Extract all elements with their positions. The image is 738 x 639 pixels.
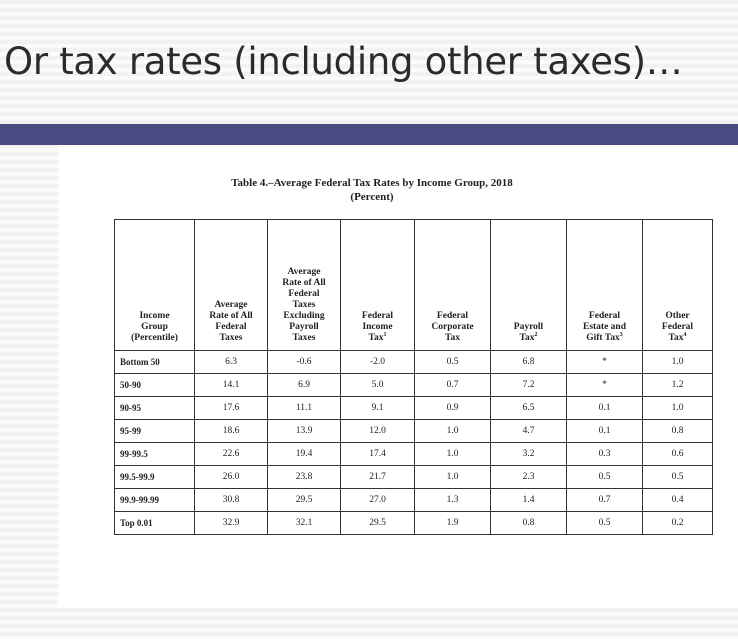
rate-cell: 13.9 — [268, 420, 341, 443]
column-header-line: Tax — [445, 333, 460, 343]
footnote-marker: 3 — [619, 331, 623, 338]
rate-cell: 0.1 — [567, 397, 643, 420]
footnote-marker: 2 — [534, 331, 538, 338]
rate-cell: 0.7 — [415, 374, 491, 397]
rate-cell: 0.5 — [567, 466, 643, 489]
column-header-line: Taxes — [292, 300, 316, 310]
rate-cell: 0.8 — [491, 512, 567, 535]
column-header-line: Estate and — [582, 322, 627, 332]
rate-cell: 0.2 — [643, 512, 713, 535]
column-header-line: Group — [141, 322, 168, 332]
rate-cell: 29.5 — [268, 489, 341, 512]
rate-cell: 3.2 — [491, 443, 567, 466]
column-header-line: Average — [214, 300, 248, 310]
column-header — [268, 220, 341, 351]
rate-cell: 12.0 — [341, 420, 415, 443]
column-header-line: Income — [362, 322, 393, 332]
rate-cell: 0.5 — [643, 466, 713, 489]
table-caption — [111, 176, 633, 204]
rate-cell: 26.0 — [195, 466, 268, 489]
income-group-cell: 95-99 — [115, 420, 195, 443]
rate-cell: 4.7 — [491, 420, 567, 443]
column-header-line: Rate of All — [282, 278, 326, 288]
income-group-cell: 99.9-99.99 — [115, 489, 195, 512]
column-header-line: Taxes — [219, 333, 243, 343]
rate-cell: 0.8 — [643, 420, 713, 443]
rate-cell: -0.6 — [268, 351, 341, 374]
rate-cell: 1.0 — [415, 466, 491, 489]
rate-cell: 0.7 — [567, 489, 643, 512]
rate-cell: 27.0 — [341, 489, 415, 512]
column-header — [491, 220, 567, 351]
rate-cell: 0.5 — [567, 512, 643, 535]
rate-cell: 23.8 — [268, 466, 341, 489]
column-header-line: Federal — [661, 322, 694, 332]
rate-cell: 1.0 — [415, 443, 491, 466]
table-row — [115, 351, 713, 374]
table-row — [115, 374, 713, 397]
rate-cell: 1.9 — [415, 512, 491, 535]
rate-cell: 14.1 — [195, 374, 268, 397]
rate-cell: 6.8 — [491, 351, 567, 374]
rate-cell: 0.9 — [415, 397, 491, 420]
rate-cell: 32.9 — [195, 512, 268, 535]
rate-cell: 11.1 — [268, 397, 341, 420]
rate-cell: 19.4 — [268, 443, 341, 466]
column-header — [341, 220, 415, 351]
column-header — [643, 220, 713, 351]
header-row — [115, 220, 713, 351]
accent-band — [0, 124, 738, 145]
table-row — [115, 443, 713, 466]
rate-cell: * — [567, 374, 643, 397]
column-header-line: Federal — [436, 311, 469, 321]
income-group-cell: Top 0.01 — [115, 512, 195, 535]
rate-cell: -2.0 — [341, 351, 415, 374]
column-header-line: Payroll — [289, 322, 319, 332]
income-group-cell: 50-90 — [115, 374, 195, 397]
table-row — [115, 489, 713, 512]
column-header-line: Tax$^2$ — [519, 331, 538, 343]
rate-cell: 32.1 — [268, 512, 341, 535]
column-header-line: Tax$^1$ — [368, 331, 387, 343]
rate-cell: 0.4 — [643, 489, 713, 512]
rate-cell: 17.6 — [195, 397, 268, 420]
column-header-line: Federal — [215, 322, 247, 332]
tax-rates-table — [114, 219, 713, 535]
column-header-line: Gift Tax$^3$ — [586, 331, 623, 343]
rate-cell: 1.0 — [643, 351, 713, 374]
column-header-line: Average — [287, 267, 321, 277]
table-row — [115, 397, 713, 420]
rate-cell: 22.6 — [195, 443, 268, 466]
table-row — [115, 466, 713, 489]
slide-title: Or tax rates (including other taxes)… — [4, 40, 683, 83]
income-group-cell: 99-99.5 — [115, 443, 195, 466]
column-header-line: (Percentile) — [131, 333, 178, 343]
column-header-line: Income — [139, 311, 170, 321]
rate-cell: 1.0 — [643, 397, 713, 420]
column-header — [567, 220, 643, 351]
rate-cell: 6.5 — [491, 397, 567, 420]
rate-cell: 9.1 — [341, 397, 415, 420]
table-body — [115, 351, 713, 535]
rate-cell: 0.5 — [415, 351, 491, 374]
column-header — [195, 220, 268, 351]
column-header-line: Rate of All — [209, 311, 253, 321]
rate-cell: 5.0 — [341, 374, 415, 397]
rate-cell: 2.3 — [491, 466, 567, 489]
footnote-marker: 1 — [383, 331, 387, 338]
rate-cell: 29.5 — [341, 512, 415, 535]
rate-cell: 0.3 — [567, 443, 643, 466]
income-group-cell: 99.5-99.9 — [115, 466, 195, 489]
rate-cell: 0.6 — [643, 443, 713, 466]
column-header-line: Tax$^4$ — [668, 331, 687, 343]
rate-cell: 1.0 — [415, 420, 491, 443]
column-header-line: Other — [665, 311, 690, 321]
column-header-line: Federal — [288, 289, 320, 299]
rate-cell: 6.9 — [268, 374, 341, 397]
rate-cell: 1.4 — [491, 489, 567, 512]
column-header — [115, 220, 195, 351]
rate-cell: 17.4 — [341, 443, 415, 466]
rate-cell: 30.8 — [195, 489, 268, 512]
column-header-line: Payroll — [513, 322, 544, 332]
rate-cell: * — [567, 351, 643, 374]
rate-cell: 6.3 — [195, 351, 268, 374]
rate-cell: 1.2 — [643, 374, 713, 397]
column-header-line: Corporate — [431, 322, 474, 332]
rate-cell: 21.7 — [341, 466, 415, 489]
table-caption-title: Table 4.–Average Federal Tax Rates by Income Group, 2018 — [231, 177, 513, 189]
income-group-cell: 90-95 — [115, 397, 195, 420]
column-header-line: Federal — [361, 311, 394, 321]
table-caption-unit: (Percent) — [350, 191, 394, 203]
table-row — [115, 420, 713, 443]
rate-cell: 18.6 — [195, 420, 268, 443]
rate-cell: 7.2 — [491, 374, 567, 397]
income-group-cell: Bottom 50 — [115, 351, 195, 374]
footnote-marker: 4 — [683, 331, 687, 338]
rate-cell: 1.3 — [415, 489, 491, 512]
column-header-line: Federal — [588, 311, 621, 321]
column-header — [415, 220, 491, 351]
rate-cell: 0.1 — [567, 420, 643, 443]
column-header-line: Excluding — [283, 311, 325, 321]
table-row — [115, 512, 713, 535]
column-header-line: Taxes — [292, 333, 316, 343]
